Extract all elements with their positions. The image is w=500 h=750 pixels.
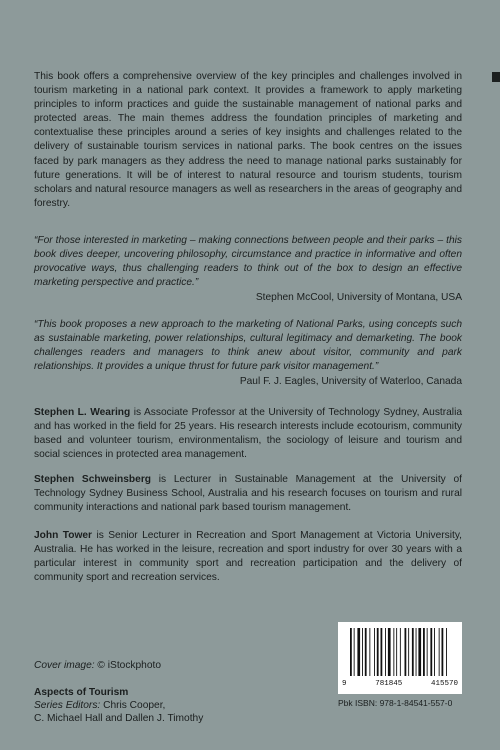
barcode-bars (348, 628, 452, 676)
barcode-bar (400, 628, 401, 676)
author-bio-text: is Lecturer in Sustainable Management at the University of Technology Sydney Business School, Australia and his research focuses on tourism and rural community interactions and national park based tourism management. (34, 474, 462, 514)
barcode-bar (385, 628, 386, 676)
endorsement-quote-2 (34, 318, 462, 389)
barcode-bar (427, 628, 428, 676)
series-editors-line1: Chris Cooper, (100, 700, 166, 711)
barcode-digit-group: 781845 (375, 680, 403, 688)
cover-image-credit (34, 660, 161, 671)
author-bio-text: is Associate Professor at the University of Technology Sydney, Australia and has worked in the field for 25 years. His research interests include ecotourism, community based and volunteer tourism, environmentalism, the sociology of leisure and tourism and social sciences in protected area management. (34, 407, 462, 461)
barcode-bar (362, 628, 363, 676)
series-editors-line2: C. Michael Hall and Dallen J. Timothy (34, 713, 204, 724)
barcode-bar (396, 628, 397, 676)
barcode-bar (442, 628, 444, 676)
barcode-bar (434, 628, 435, 676)
barcode-bar (388, 628, 391, 676)
series-title: Aspects of Tourism (34, 687, 129, 698)
author-name: John Tower (34, 530, 93, 541)
author-name: Stephen Schweinsberg (34, 474, 152, 485)
author-bio-1 (34, 406, 462, 462)
author-bio-2 (34, 473, 462, 515)
barcode-digits (342, 680, 458, 688)
author-bio-3 (34, 529, 462, 585)
barcode-bar (393, 628, 394, 676)
barcode-bar (377, 628, 379, 676)
series-editors-label: Series Editors: (34, 700, 101, 711)
barcode-bar (418, 628, 421, 676)
series-info (34, 686, 203, 725)
author-bio-text: is Senior Lecturer in Recreation and Sport Management at Victoria University, Australia. He has worked in the leisure, recreation and sport industry for over 30 years with a particular interest in community sport and recreation participation and the delivery of community sport and recreation services. (34, 530, 462, 584)
book-description: This book offers a comprehensive overview of the key principles and challenges involved in tourism marketing in a national park context. It provides a framework to apply marketing principles to inform practices and guide the sustainable management of national parks and protected areas. The main themes address the foundation principles of marketing and contextualise these principles around a series of key insights and challenges related to the delivery of sustainable tourism services in national parks. The book centres on the issues faced by park managers as they address the need to manage national parks sustainably for future generations. It will be of interest to natural resource and tourism students, tourism scholars and natural resource managers as well as researchers in the areas of geography and forestry. (34, 71, 462, 209)
barcode-bar (365, 628, 367, 676)
barcode-bar (408, 628, 409, 676)
barcode-bar (357, 628, 360, 676)
barcode-bar (354, 628, 355, 676)
cover-credit-source: © iStockphoto (94, 660, 161, 671)
barcode-bar (381, 628, 383, 676)
barcode-digit-group: 9 (342, 680, 347, 688)
barcode-digit-group: 415570 (430, 680, 458, 688)
edge-mark (492, 72, 500, 82)
barcode-bar (369, 628, 370, 676)
barcode (338, 622, 462, 694)
cover-credit-label: Cover image: (34, 660, 95, 671)
barcode-bar (423, 628, 425, 676)
barcode-bar (412, 628, 414, 676)
isbn: Pbk ISBN: 978-1-84541-557-0 (338, 698, 453, 708)
barcode-bar (439, 628, 440, 676)
quote-text: “This book proposes a new approach to the marketing of National Parks, using concepts such as sustainable marketing, power relationships, cultural legitimacy and demarketing. The book challenges readers and managers to think anew about visitor, community and park relationships. It provides a unique thrust for future park visitor management.” (34, 319, 462, 373)
quote-attribution: Paul F. J. Eagles, University of Waterloo, Canada (239, 376, 462, 388)
barcode-bar (374, 628, 375, 676)
author-name: Stephen L. Wearing (34, 407, 131, 418)
quote-attribution: Stephen McCool, University of Montana, USA (255, 292, 462, 304)
quote-text: “For those interested in marketing – making connections between people and their parks – this book dives deeper, uncovering philosophy, circumstance and practice in informative and often provocative ways, thus challenging readers to think out of the box to design an effective marketing perspective and practice.” (34, 235, 462, 289)
barcode-bar (430, 628, 432, 676)
barcode-bar (405, 628, 407, 676)
endorsement-quote-1 (34, 234, 462, 305)
barcode-bar (446, 628, 447, 676)
barcode-bar (350, 628, 352, 676)
barcode-bar (416, 628, 417, 676)
